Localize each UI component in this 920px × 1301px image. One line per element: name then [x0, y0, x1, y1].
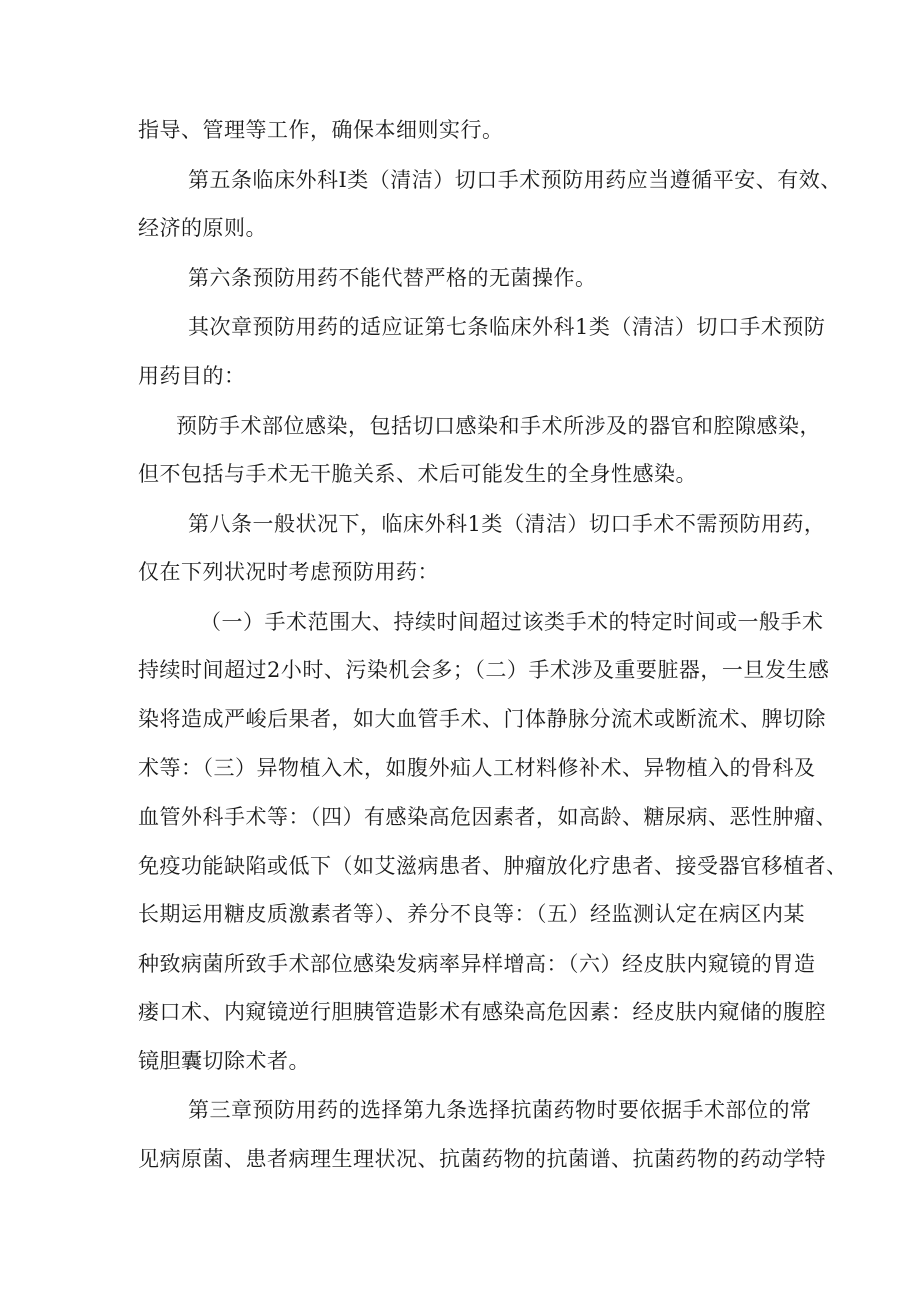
- text-line: 指导、管理等工作，确保本细则实行。: [138, 118, 504, 142]
- text-line: 镜胆囊切除术者。: [138, 1049, 310, 1073]
- text-line: 第八条一般状况下，临床外科1类（清洁）切口手术不需预防用药，: [188, 512, 826, 536]
- text-line: 预防手术部位感染，包括切口感染和手术所涉及的器官和腔隙感染，: [176, 414, 821, 438]
- text-line: 种致病菌所致手术部位感染发病率异样增高：（六）经皮肤内窥镜的胃造: [138, 952, 816, 976]
- text-line: （一）手术范围大、持续时间超过该类手术的特定时间或一般手术: [200, 610, 824, 634]
- text-line: 其次章预防用药的适应证第七条临床外科1类（清洁）切口手术预防: [188, 315, 826, 339]
- text-line: 第三章预防用药的选择第九条选择抗菌药物时要依据手术部位的常: [188, 1098, 812, 1122]
- text-line: 瘘口术、内窥镜逆行胆胰管造影术有感染高危因素：经皮肤内窥储的腹腔: [138, 1000, 826, 1024]
- text-line: 第六条预防用药不能代替严格的无菌操作。: [188, 266, 597, 290]
- text-line: 持续时间超过2小时、污染机会多；（二）手术涉及重要脏器，一旦发生感: [138, 658, 830, 682]
- text-line: 仅在下列状况时考虑预防用药：: [138, 560, 439, 584]
- text-line: 术等：（三）异物植入术，如腹外疝人工材料修补术、异物植入的骨科及: [138, 756, 816, 780]
- text-line: 第五条临床外科Ⅰ类（清洁）切口手术预防用药应当遵循平安、有效、: [188, 168, 842, 192]
- text-line: 用药目的：: [138, 364, 246, 388]
- text-line: 但不包括与手术无干脆关系、术后可能发生的全身性感染。: [138, 462, 697, 486]
- text-line: 血管外科手术等：（四）有感染高危因素者，如高龄、糖尿病、恶性肿瘤、: [138, 805, 837, 829]
- text-line: 染将造成严峻后果者，如大血管手术、门体静脉分流术或断流术、脾切除: [138, 707, 826, 731]
- text-line: 见病原菌、患者病理生理状况、抗菌药物的抗菌谱、抗菌药物的药动学特: [138, 1147, 826, 1171]
- text-line: 长期运用糖皮质激素者等）、养分不良等：（五）经监测认定在病区内某: [138, 902, 805, 926]
- text-line: 免疫功能缺陷或低下（如艾滋病患者、肿瘤放化疗患者、接受器官移植者、: [138, 854, 848, 878]
- text-line: 经济的原则。: [138, 216, 267, 240]
